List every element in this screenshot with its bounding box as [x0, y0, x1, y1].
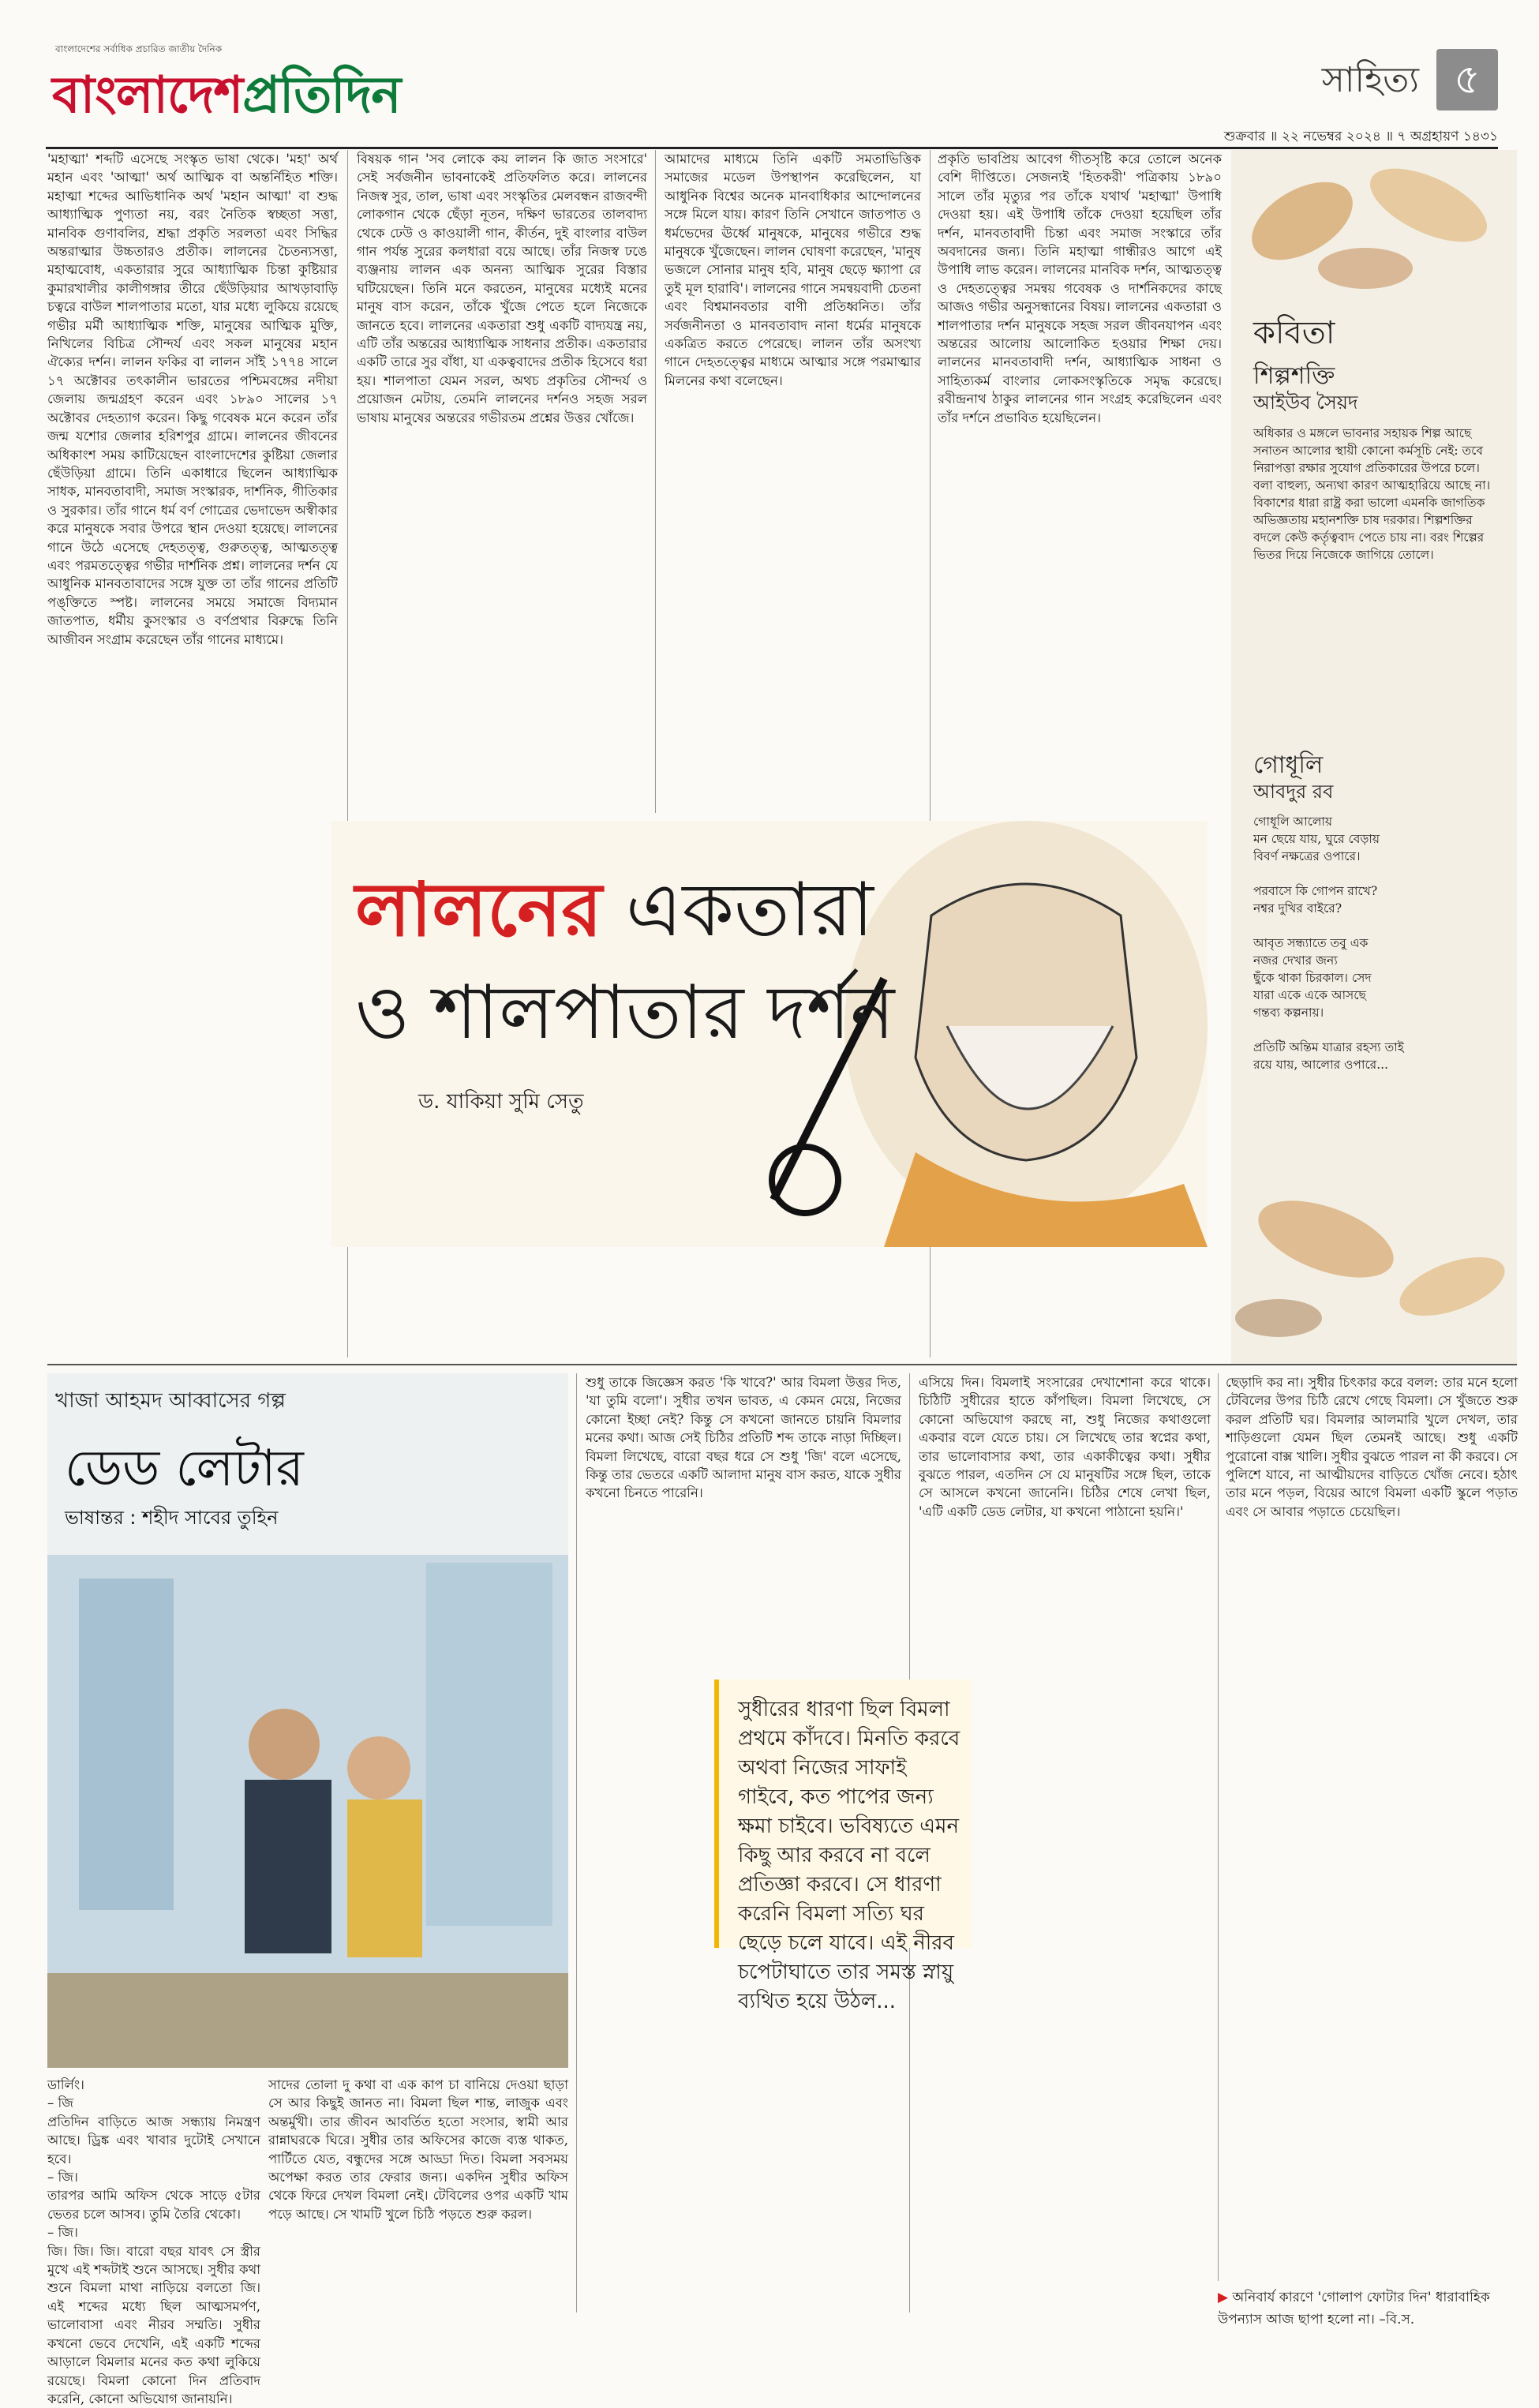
section-title: সাহিত্য [1321, 60, 1419, 100]
poem1-author: আইউব সৈয়দ [1253, 391, 1358, 414]
story-title: ডেড লেটার [65, 1440, 304, 1498]
pull-quote-box [714, 1680, 972, 2013]
story-col-c: শুধু তাকে জিজ্ঞেস করত 'কি খাবে?' আর বিমলা উত্তর দিত, 'যা তুমি বলো'। সুধীর তখন ভাবত, এ কেমন মেয়ে, নিজের কোনো ইচ্ছা নেই? কিন্তু সে কখনো জানতে চায়নি বিমলার মনের কথা। আজ সেই চিঠির প্রতিটি শব্দ তাকে নাড়া দিচ্ছিল। বিমলা লিখেছে, বারো বছর ধরে সে শুধু 'জি' বলে এসেছে, কিন্তু তার ভেতরে একটি আলাদা মানুষ বাস করত, যাকে সুধীর কখনো চিনতে পারেনি। [586, 1375, 901, 1501]
section-divider [47, 1364, 1517, 1365]
newspaper-logo[interactable] [52, 57, 400, 141]
story-series-label: খাজা আহমদ আব্বাসের গল্প [55, 1389, 286, 1413]
lalon-feature-banner [331, 821, 1208, 1247]
masthead-rule [46, 147, 1498, 149]
issue-date: শুক্রবার ॥ ২২ নভেম্বর ২০২৪ ॥ ৭ অগ্রহায়ণ ১৪৩১ [1223, 129, 1498, 144]
poetry-section-title: কবিতা [1253, 315, 1335, 351]
masthead-tagline: বাংলাদেশের সর্বাধিক প্রচারিত জাতীয় দৈনিক [55, 43, 223, 54]
poetry-sidebar [1231, 150, 1517, 1365]
pull-quote-text: সুধীরের ধারণা ছিল বিমলা প্রথমে কাঁদবে। মিনতি করবে অথবা নিজের সাফাই গাইবে, কত পাপের জন্য ক্ষমা চাইবে। ভবিষ্যতে এমন কিছু আর করবে না বলে প্রতিজ্ঞা করবে। সে ধারণা করেনি বিমলা সত্যি ঘর ছেড়ে চলে যাবে। এই নীরব চপেটাঘাতে তার সমস্ত স্নায়ু ব্যথিত হয়ে উঠল... [738, 1698, 960, 2013]
lalon-article-col3: আমাদের মাধ্যমে তিনি একটি সমতাভিত্তিক সমাজের মডেল উপস্থাপন করেছিলেন, যা আধুনিক বিশ্বের অনেক মানবাধিকার আন্দোলনের সঙ্গে মিলে যায়। কারণ তিনি সেখানে জাতপাত ও ধর্মভেদের ঊর্ধ্বে মানুষকে, মানুষের গভীরে শুদ্ধ মানুষকে খুঁজেছেন। লালন ঘোষণা করেছেন, 'মানুষ ভজলে সোনার মানুষ হবি, মানুষ ছেড়ে ক্ষ্যাপা রে তুই মূল হারাবি'। লালনের গানে সমন্বয়বাদী চেতনা এবং বিশ্বমানবতার বাণী প্রতিধ্বনিত। তাঁর সর্বজনীনতা ও মানবতাবাদ নানা ধর্মের মানুষকে একত্রিত করতে পেরেছে। লালন তাঁর অসংখ্য গানে দেহতত্ত্বের মাধ্যমে আত্মার সঙ্গে পরমাত্মার মিলনের কথা বলেছেন। [665, 152, 921, 388]
logo-part1: বাংলাদেশ [52, 66, 243, 125]
poem2-title: গোধূলি [1253, 751, 1324, 779]
poem2-author: আবদুর রব [1253, 781, 1334, 803]
headline-black-word: একতারা [601, 867, 874, 953]
story-col-d: এসিয়ে দিন। বিমলাই সংসারের দেখাশোনা করে থাকে। চিঠিটি সুধীরের হাতে কাঁপছিল। বিমলা লিখেছে, সে কোনো অভিযোগ করছে না, শুধু নিজের কথাগুলো একবার বলে যেতে চায়। সে লিখেছে তার স্বপ্নের কথা, তার ভালোবাসার কথা, তার একাকীত্বের কথা। সুধীর বুঝতে পারল, এতদিন সে যে মানুষটির সঙ্গে ছিল, তাকে সে আসলে কখনো জানেনি। চিঠির শেষে লেখা ছিল, 'এটি একটি ডেড লেটার, যা কখনো পাঠানো হয়নি।' [919, 1375, 1211, 1519]
lalon-article-col1: 'মহাত্মা' শব্দটি এসেছে সংস্কৃত ভাষা থেকে। 'মহা' অর্থ মহান এবং 'আত্মা' অর্থ আত্মিক বা অন্তর্নিহিত শক্তি। মহাত্মা শব্দের আভিধানিক অর্থ 'মহান আত্মা' বা শুদ্ধ আধ্যাত্মিক পুণ্যতা নয়, বরং নৈতিক স্বচ্ছতা সত্তা, মানবিক গুণাবলির, শ্রদ্ধা প্রকৃতি সরলতা এবং সিদ্ধির অন্তরাত্মার উচ্চতারও প্রতীক। লালনের চৈতন্যসত্তা, মহাত্মবোধ, একতারার সুরে আধ্যাত্মিক চিন্তা কুষ্টিয়ার কুমারখালীর কালীগঙ্গার তীরে ছেঁউড়িয়ার আখড়াবাড়ি চত্বরে বাউল শালপাতার মতো, যার মধ্যে লুকিয়ে রয়েছে গভীর মর্মী আধ্যাত্মিক শক্তি, মানুষের আত্মিক মুক্তি, নিখিলের বিচিত্র সৌন্দর্য এবং সকল মানুষের মহান ঐক্যের দর্শন। লালন ফকির বা লালন সাঁই ১৭৭৪ সালে ১৭ অক্টোবর তৎকালীন ভারতের পশ্চিমবঙ্গের নদীয়া জেলায় জন্মগ্রহণ করেন এবং ১৮৯০ সালের ১৭ অক্টোবর দেহত্যাগ করেন। কিছু গবেষক মনে করেন তাঁর জন্ম যশোর জেলার হরিশপুর গ্রামে। লালনের জীবনের অধিকাংশ সময় কাটিয়েছেন বাংলাদেশের কুষ্টিয়া জেলার ছেঁউড়িয়া গ্রামে। তিনি একাধারে ছিলেন আধ্যাত্মিক সাধক, মানবতাবাদী, সমাজ সংস্কারক, দার্শনিক, গীতিকার ও সুরকার। তাঁর গানে ধর্ম বর্ণ গোত্রের ভেদাভেদ অস্বীকার করে মানুষকে সবার উপরে স্থান দেওয়া হয়েছে। লালনের গানে উঠে এসেছে দেহতত্ত্ব, গুরুতত্ত্ব, আত্মতত্ত্ব এবং পরমতত্ত্বের গভীর দার্শনিক প্রশ্ন। লালনের দর্শন যে আধুনিক মানবতাবাদের সঙ্গে যুক্ত তা তাঁর গানের প্রতিটি পঙ্‌ক্তিতে স্পষ্ট। লালনের সময়ে সমাজে বিদ্যমান জাতপাত, ধর্মীয় কুসংস্কার ও বর্ণপ্রথার বিরুদ্ধে তিনি আজীবন সংগ্রাম করেছেন তাঁর গানের মাধ্যমে। [47, 152, 338, 647]
story-col-b: সাদের তোলা দু কথা বা এক কাপ চা বানিয়ে দেওয়া ছাড়া সে আর কিছুই জানত না। বিমলা ছিল শান্ত, লাজুক এবং অন্তর্মুখী। তার জীবন আবর্তিত হতো সংসার, স্বামী আর রান্নাঘরকে ঘিরে। সুধীর তার অফিসের কাজে ব্যস্ত থাকত, পার্টিতে যেত, বন্ধুদের সঙ্গে আড্ডা দিত। বিমলা সবসময় অপেক্ষা করত তার ফেরার জন্য। একদিন সুধীর অফিস থেকে ফিরে দেখল বিমলা নেই। টেবিলের ওপর একটি খাম পড়ে আছে। সে খামটি খুলে চিঠি পড়তে শুরু করল। [268, 2077, 568, 2222]
headline-red-word: লালনের [355, 867, 602, 953]
dead-letter-banner [47, 1373, 568, 2068]
story-translator: ভাষান্তর : শহীদ সাবের তুহিন [65, 1507, 279, 1529]
editor-note [1218, 2287, 1510, 2331]
column-divider [655, 150, 656, 813]
lalon-byline: ড. যাকিয়া সুমি সেতু [418, 1090, 584, 1114]
poem1-title: শিল্পশক্তি [1253, 362, 1335, 390]
column-divider [576, 1373, 577, 2313]
page-number-badge: ৫ [1436, 49, 1498, 110]
poem2-body: গোধূলি আলোয় মন ছেয়ে যায়, ঘুরে বেড়ায় বিবর্ণ নক্ষত্রের ওপারে। পরবাসে কি গোপন রাখে? নশ্বর দুখির বাইরে? আবৃত সন্ধ্যাতে তবু এক নজর দেখার জন্য ছুঁকে থাকা চিরকাল। সেদ যারা একে একে আসছে গন্তব্য কল্পনায়। প্রতিটি অন্তিম যাত্রার রহস্য তাই রয়ে যায়, আলোর ওপারে... [1253, 815, 1404, 1072]
lalon-article-col2: বিষয়ক গান 'সব লোকে কয় লালন কি জাত সংসারে' সেই সর্বজনীন ভাবনাকেই প্রতিফলিত করে। লালনের নিজস্ব সুর, তাল, ভাষা এবং সংস্কৃতির মেলবন্ধন রাজবন্দী লোকগান থেকে ছেঁড়া নূতন, দক্ষিণ ভারতের তালবাদ্য থেকে ঢেউ ও কাওয়ালী গান, কীর্তন, দুই বাংলার বাউল গান পর্যন্ত সুরের কলধারা বয়ে আছে। তাঁর নিজস্ব ঢঙে ব্যঞ্জনায় লালন এক অনন্য আত্মিক সুরের বিস্তার ঘটিয়েছেন। তিনি মনে করতেন, মানুষের মধ্যেই মনের মানুষ বাস করেন, তাঁকে খুঁজে পেতে হলে নিজেকে জানতে হবে। লালনের একতারা শুধু একটি বাদ্যযন্ত্র নয়, এটি তাঁর অন্তরের আধ্যাত্মিক সাধনার প্রতীক। একতারার একটি তারে সুর বাঁধা, যা একত্ববাদের প্রতীক হিসেবে ধরা হয়। শালপাতা যেমন সরল, অথচ প্রকৃতির সৌন্দর্য ও প্রয়োজন মেটায়, তেমনি লালনের দর্শনও সহজ সরল ভাষায় মানুষের অন্তরের গভীরতম প্রশ্নের উত্তর খোঁজে। [357, 152, 647, 425]
poem1-body: অধিকার ও মঙ্গলে ভাবনার সহায়ক শিল্প আছে সনাতন আলোর স্থায়ী কোনো কর্মসূচি নেই: তবে নিরাপত্তা রক্ষার সুযোগ প্রতিকারের উপরে চলে। বলা বাহুল্য, অন্যথা কারণ আত্মহারিয়ে আছে না। বিকাশের ধারা রাষ্ট্র করা ভালো এমনকি জাগতিক অভিজ্ঞতায় মহানশক্তি চাষ দরকার। শিল্পশক্তির বদলে কেউ কর্তৃত্ববাদ পেতে চায় না। বরং শিল্পের ভিতর দিয়ে নিজেকে জাগিয়ে তোলে। [1253, 426, 1491, 562]
logo-part2: প্রতিদিন [242, 66, 401, 125]
column-divider [1218, 1373, 1219, 2281]
story-col-a: ডার্লিং। – জি প্রতিদিন বাড়িতে আজ সন্ধ্যায় নিমন্ত্রণ আছে। ড্রিঙ্ক এবং খাবার দুটোই সেখানে হবে। – জি। তারপর আমি অফিস থেকে সাড়ে ৫টার ভেতর চলে আসব। তুমি তৈরি থেকো। – জি। জি। জি। জি। বারো বছর যাবৎ সে স্ত্রীর মুখে এই শব্দটাই শুনে আসছে। সুধীর কথা শুনে বিমলা মাথা নাড়িয়ে বলতো জি। এই শব্দের মধ্যে ছিল আত্মসমর্পণ, ভালোবাসা এবং নীরব সম্মতি। সুধীর কখনো ভেবে দেখেনি, এই একটি শব্দের আড়ালে বিমলার মনের কত কথা লুকিয়ে রয়েছে। বিমলা কোনো দিন প্রতিবাদ করেনি, কোনো অভিযোগ জানায়নি। [47, 2077, 260, 2406]
masthead [46, 22, 1498, 144]
lalon-headline-line2: ও শালপাতার দর্শন [355, 970, 895, 1056]
story-col-e: ছেড়াদি কর না। সুধীর চিৎকার করে বলল: তার মনে হলো টেবিলের উপর চিঠি রেখে গেছে বিমলা। সে খুঁজতে শুরু করল প্রতিটি ঘর। বিমলার আলমারি খুলে দেখল, তার শাড়িগুলো যেমন ছিল তেমনই আছে। শুধু একটি পুরোনো বাক্স খালি। সুধীর বুঝতে পারল না কী করবে। সে পুলিশে যাবে, না আত্মীয়দের বাড়িতে খোঁজ নেবে। হঠাৎ তার মনে পড়ল, বিয়ের আগে বিমলা একটি স্কুলে পড়াত এবং সে আবার পড়াতে চেয়েছিল। [1226, 1375, 1518, 1519]
lalon-article-col4: প্রকৃতি ভাবপ্রিয় আবেগ গীতসৃষ্টি করে তোলে অনেক বেশি দীপ্তিতে। সেজন্যই 'হিতকরী' পত্রিকায় ১৮৯০ সালে তাঁর মৃত্যুর পর তাঁকে যথার্থ 'মহাত্মা' উপাধি দেওয়া হয়। এই উপাধি তাঁকে দেওয়া হয়েছিল তাঁর দর্শন, মানবতাবাদী চিন্তা এবং সমাজ সংস্কারে তাঁর অবদানের জন্য। তিনি মহাত্মা গান্ধীরও আগে এই উপাধি লাভ করেন। লালনের মানবিক দর্শন, আত্মতত্ত্ব ও দেহতত্ত্বের সমন্বয় গবেষক ও দার্শনিকদের কাছে আজও গভীর অনুসন্ধানের বিষয়। লালনের একতারা ও শালপাতার দর্শন মানুষকে সহজ সরল জীবনযাপন এবং অন্তরের আলোয় আলোকিত হওয়ার শিক্ষা দেয়। লালনের মানবতাবাদী দর্শন, আধ্যাত্মিক সাধনা ও সাহিত্যকর্ম বাংলার লোকসংস্কৃতিকে সমৃদ্ধ করেছে। রবীন্দ্রনাথ ঠাকুর লালনের গান সংগ্রহ করেছিলেন এবং তাঁর দর্শনে প্রভাবিত হয়েছিলেন। [938, 152, 1222, 425]
editor-note-text: অনিবার্য কারণে 'গোলাপ ফোটার দিন' ধারাবাহিক উপন্যাস আজ ছাপা হলো না। –বি.স. [1218, 2290, 1490, 2327]
arrow-icon: ▶ [1218, 2290, 1229, 2305]
